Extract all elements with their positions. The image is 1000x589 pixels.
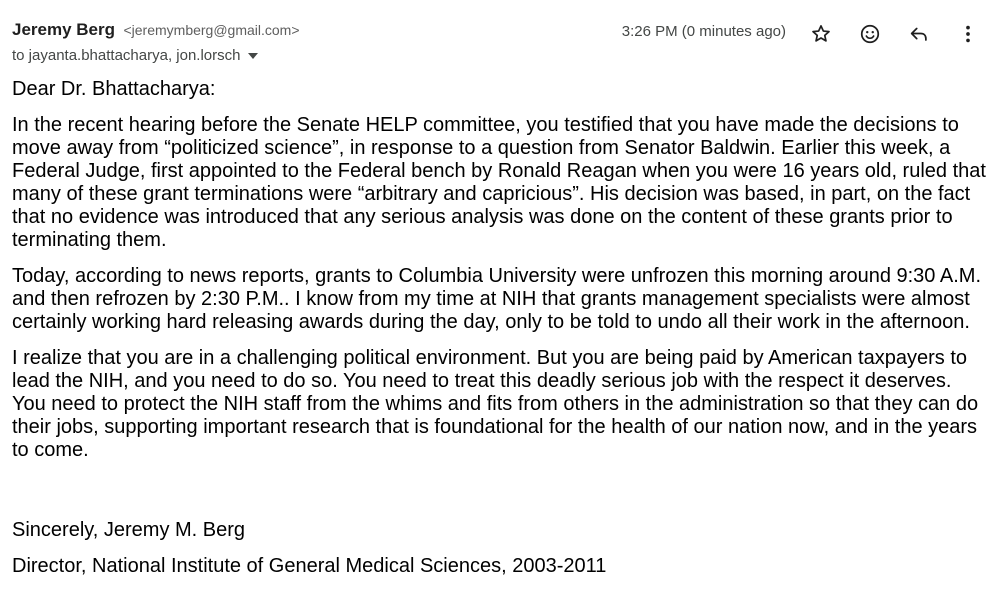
sender-email: <jeremymberg@gmail.com> bbox=[123, 22, 300, 38]
body-paragraph-3: I realize that you are in a challenging political environment. But you are being paid by American taxpayers to lead the NIH, and you need to do so. You need to treat this deadly serious job with the respect it deserves. You need to protect the NIH staff from the whims and fits from others in the administration so that they can do their jobs, supporting important research that is foundational for the health of our nation now, and in the years to come. bbox=[12, 347, 979, 461]
email-actions bbox=[792, 18, 988, 50]
email-header bbox=[12, 14, 988, 70]
recipients-text: to jayanta.bhattacharya, jon.lorsch bbox=[12, 47, 241, 64]
more-options-button[interactable] bbox=[948, 18, 988, 50]
star-icon bbox=[810, 23, 832, 45]
recipients-line bbox=[12, 47, 258, 64]
emoji-icon bbox=[859, 23, 881, 45]
spacer bbox=[12, 475, 988, 519]
greeting: Dear Dr. Bhattacharya: bbox=[12, 78, 216, 100]
body-paragraph-2: Today, according to news reports, grants to Columbia University were unfrozen this morning around 9:30 A.M. and then refrozen by 2:30 P.M.. I know from my time at NIH that grants management specialists were almost certainly working hard releasing awards during the day, only to be told to undo all their work in the afternoon. bbox=[12, 265, 981, 333]
sender-name[interactable]: Jeremy Berg bbox=[12, 20, 116, 39]
closing: Sincerely, Jeremy M. Berg bbox=[12, 519, 246, 541]
reply-button[interactable] bbox=[899, 18, 939, 50]
reply-icon bbox=[908, 23, 930, 45]
sender-line bbox=[12, 20, 300, 40]
star-button[interactable] bbox=[801, 18, 841, 50]
more-vert-icon bbox=[957, 23, 979, 45]
body-paragraph-1: In the recent hearing before the Senate HELP committee, you testified that you have made the decisions to move away from “politicized science”, in response to a question from Senator Baldwin. Earlier this week, a Federal Judge, first appointed to the Federal bench by Ronald Reagan when you were 16 years old, ruled that many of these grant terminations were “arbitrary and capricious”. His decision was based, in part, on the fact that no evidence was introduced that any serious analysis was done on the content of these grants prior to terminating them. bbox=[12, 114, 986, 251]
email-body bbox=[12, 78, 988, 589]
timestamp: 3:26 PM (0 minutes ago) bbox=[621, 23, 786, 40]
signature-title: Director, National Institute of General Medical Sciences, 2003-2011 bbox=[12, 555, 607, 577]
chevron-down-icon[interactable] bbox=[248, 53, 258, 59]
emoji-react-button[interactable] bbox=[850, 18, 890, 50]
